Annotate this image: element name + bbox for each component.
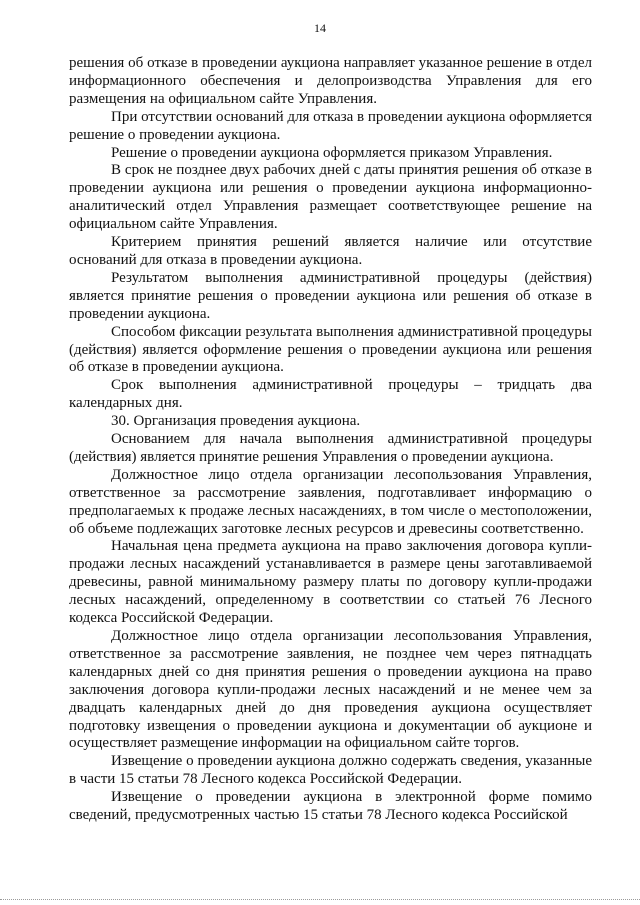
document-body <box>69 55 592 825</box>
page-number: 14 <box>314 21 326 35</box>
paragraph: Срок выполнения административной процедуры – тридцать два календарных дня. <box>69 377 592 412</box>
paragraph: Должностное лицо отдела организации лесопользования Управления, ответственное за рассмотрение заявления, не позднее чем через пятнадцать календарных дней со дня принятия решения о проведении аукциона на право заключения договора купли-продажи лесных насаждений и не менее чем за двадцать календарных дней до дня проведения аукциона осуществляет подготовку извещения о проведении аукциона и документации об аукционе и осуществляет размещение информации на официальном сайте торгов. <box>69 628 592 752</box>
paragraph: При отсутствии оснований для отказа в проведении аукциона оформляется решение о проведении аукциона. <box>69 108 592 143</box>
paragraph: Результатом выполнения административной процедуры (действия) является принятие решения о проведении аукциона или решения об отказе в проведении аукциона. <box>69 269 592 322</box>
paragraph: Начальная цена предмета аукциона на право заключения договора купли-продажи лесных насаждений устанавливается в размере цены заготавливаемой древесины, равной минимальному размеру платы по договору купли-продажи лесных насаждений, определенному в соответствии со статьей 76 Лесного кодекса Российской Федерации. <box>69 538 592 627</box>
paragraph: Критерием принятия решений является наличие или отсутствие оснований для отказа в проведении аукциона. <box>69 234 592 268</box>
scan-edge-divider <box>0 899 640 900</box>
paragraph: В срок не позднее двух рабочих дней с даты принятия решения об отказе в проведении аукциона или решения о проведении аукциона информационно-аналитический отдел Управления размещает соответствующее решение на официальном сайте Управления. <box>69 162 592 233</box>
paragraph-continuation: решения об отказе в проведении аукциона направляет указанное решение в отдел информационного обеспечения и делопроизводства Управления для его размещения на официальном сайте Управления. <box>69 55 592 107</box>
paragraph: Решение о проведении аукциона оформляется приказом Управления. <box>111 144 553 161</box>
paragraph: Способом фиксации результата выполнения административной процедуры (действия) является оформление решения о проведении аукциона или решения об отказе в проведении аукциона. <box>69 323 592 376</box>
paragraph: Основанием для начала выполнения административной процедуры (действия) является принятие решения Управления о проведении аукциона. <box>69 431 592 465</box>
section-heading: 30. Организация проведения аукциона. <box>111 413 361 430</box>
paragraph: Извещение о проведении аукциона должно содержать сведения, указанные в части 15 статьи 78 Лесного кодекса Российской Федерации. <box>69 753 592 788</box>
paragraph: Должностное лицо отдела организации лесопользования Управления, ответственное за рассмотрение заявления, подготавливает информацию о предполагаемых к продаже лесных насаждениях, в том числе о местоположении, об объеме подлежащих заготовке лесных ресурсов и древесины соответственно. <box>69 466 592 537</box>
paragraph: Извещение о проведении аукциона в электронной форме помимо сведений, предусмотренных частью 15 статьи 78 Лесного кодекса Российской <box>69 789 592 824</box>
